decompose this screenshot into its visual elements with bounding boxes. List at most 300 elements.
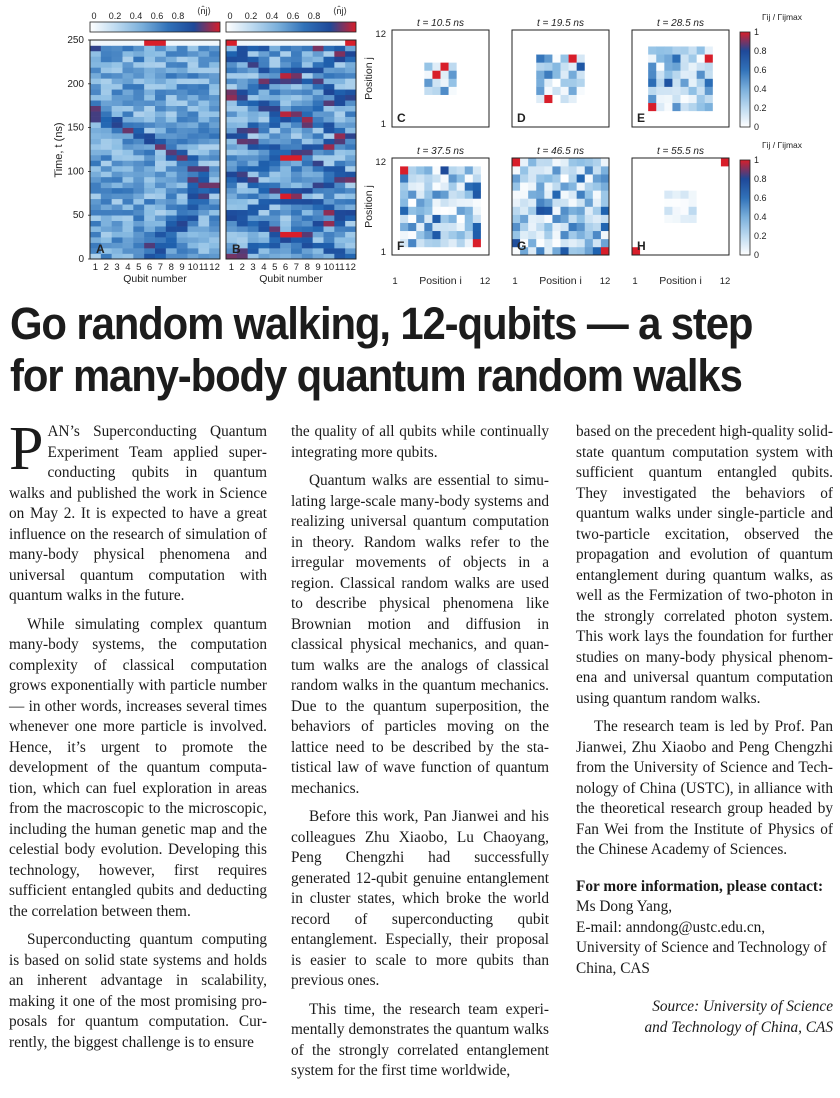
heatmap-cell — [237, 73, 248, 79]
correlation-cell — [656, 207, 664, 215]
correlation-cell — [432, 190, 440, 198]
correlation-cell — [664, 182, 672, 190]
correlation-cell — [585, 198, 593, 206]
correlation-cell — [672, 223, 680, 231]
column-1 — [9, 415, 267, 1053]
correlation-cell — [721, 174, 729, 182]
heatmap-cell — [90, 62, 101, 68]
correlation-cell — [536, 87, 544, 95]
heatmap-cell — [112, 73, 123, 79]
correlation-cell — [400, 190, 408, 198]
heatmap-cell — [112, 56, 123, 62]
correlation-cell — [601, 166, 609, 174]
heatmap-cell — [302, 232, 313, 238]
correlation-cell — [585, 239, 593, 247]
correlation-cell — [632, 46, 640, 54]
heatmap-cell — [166, 150, 177, 156]
heatmap-cell — [313, 45, 324, 51]
correlation-cell — [681, 239, 689, 247]
paragraph-5: Quantum walks are essential to simulating large-scale many-body systems and realizing universal quantum computation in theory. Random walks refer to the irregular movements of objects in a region. Classical random walks are used to describe physical phenomena like Brownian motion and diffusion in classical physical mechanics, and quantum walks are the analogs of classical random walks in the quantum mechanics. Due to the quantum superposition, the behaviors of particles moving on the lattice need to be described by the statistical law of wave function of quantum mechanics. — [291, 472, 549, 797]
heatmap-cell — [248, 254, 259, 260]
heatmap-cell — [302, 171, 313, 177]
correlation-cell — [697, 182, 705, 190]
correlation-cell — [601, 207, 609, 215]
heatmap-cell — [123, 232, 134, 238]
heatmap-cell — [188, 128, 199, 134]
heatmap-cell — [123, 95, 134, 101]
correlation-cell — [713, 54, 721, 62]
correlation-cell — [689, 215, 697, 223]
heatmap-cell — [334, 171, 345, 177]
correlation-cell — [408, 54, 416, 62]
correlation-cell — [593, 190, 601, 198]
heatmap-cell — [112, 160, 123, 166]
correlation-cell — [697, 247, 705, 255]
correlation-cell — [585, 119, 593, 127]
correlation-cell — [424, 231, 432, 239]
heatmap-cell — [123, 254, 134, 260]
heatmap-cell — [188, 144, 199, 150]
heatmap-cell — [334, 144, 345, 150]
heatmap-cell — [269, 150, 280, 156]
correlation-cell — [721, 54, 729, 62]
correlation-cell — [640, 190, 648, 198]
heatmap-cell — [123, 100, 134, 106]
correlation-cell — [400, 38, 408, 46]
heatmap-cell — [155, 78, 166, 84]
paragraph-7: This time, the research team experimentally demonstrates the quantum walks of the strongly correlated entanglement system for the first time worldwide, — [291, 1000, 549, 1079]
heatmap-cell — [291, 232, 302, 238]
correlation-cell — [481, 79, 489, 87]
correlation-cell — [697, 79, 705, 87]
heatmap-cell — [237, 160, 248, 166]
heatmap-cell — [166, 144, 177, 150]
heatmap-cell — [248, 51, 259, 57]
heatmap-cell — [144, 215, 155, 221]
correlation-cell — [408, 190, 416, 198]
correlation-cell — [561, 79, 569, 87]
heatmap-cell — [226, 78, 237, 84]
heatmap-cell — [133, 160, 144, 166]
heatmap-cell — [345, 232, 356, 238]
heatmap-cell — [177, 177, 188, 183]
heatmap-cell — [280, 232, 291, 238]
correlation-cell — [528, 182, 536, 190]
heatmap-cell — [101, 122, 112, 128]
heatmap-cell — [302, 226, 313, 232]
heatmap-cell — [269, 95, 280, 101]
heatmap-cell — [101, 215, 112, 221]
correlation-cell — [449, 46, 457, 54]
heatmap-cell — [248, 226, 259, 232]
heatmap-cell — [155, 243, 166, 249]
heatmap-cell — [144, 95, 155, 101]
correlation-cell — [664, 103, 672, 111]
correlation-cell — [601, 239, 609, 247]
correlation-cell — [577, 239, 585, 247]
correlation-cell — [689, 223, 697, 231]
heatmap-cell — [237, 100, 248, 106]
heatmap-cell — [112, 204, 123, 210]
heatmap-cell — [259, 160, 270, 166]
correlation-cell — [656, 46, 664, 54]
correlation-cell — [713, 103, 721, 111]
heatmap-cell — [133, 40, 144, 46]
colorbar-tick-label: 0.8 — [754, 46, 767, 56]
heatmap-cell — [188, 40, 199, 46]
correlation-cell — [681, 46, 689, 54]
heatmap-cell — [144, 100, 155, 106]
heatmap-cell — [226, 199, 237, 205]
correlation-cell — [577, 79, 585, 87]
correlation-cell — [449, 79, 457, 87]
correlation-cell — [648, 95, 656, 103]
correlation-cell — [416, 207, 424, 215]
heatmap-cell — [269, 226, 280, 232]
correlation-cell — [721, 247, 729, 255]
correlation-cell — [632, 166, 640, 174]
heatmap-cell — [291, 56, 302, 62]
correlation-cell — [697, 87, 705, 95]
heatmap-cell — [291, 84, 302, 90]
correlation-cell — [465, 103, 473, 111]
heatmap-cell — [313, 204, 324, 210]
correlation-cell — [400, 182, 408, 190]
heatmap-cell — [226, 122, 237, 128]
heatmap-cell — [280, 182, 291, 188]
heatmap-cell — [237, 45, 248, 51]
correlation-cell — [640, 30, 648, 38]
heatmap-cell — [334, 166, 345, 172]
heatmap-cell — [166, 122, 177, 128]
correlation-cell — [681, 70, 689, 78]
heatmap-cell — [188, 139, 199, 145]
heatmap-cell — [144, 160, 155, 166]
correlation-cell — [697, 198, 705, 206]
colorbar-label: Γij / Γijmax — [761, 140, 803, 150]
correlation-cell — [681, 231, 689, 239]
correlation-cell — [593, 215, 601, 223]
heatmap-cell — [302, 193, 313, 199]
heatmap-cell — [188, 215, 199, 221]
heatmap-cell — [313, 221, 324, 227]
heatmap-cell — [313, 188, 324, 194]
heatmap-cell — [177, 89, 188, 95]
correlation-cell — [520, 79, 528, 87]
heatmap-cell — [291, 204, 302, 210]
heatmap-cell — [112, 237, 123, 243]
heatmap-cell — [334, 221, 345, 227]
heatmap-cell — [188, 155, 199, 161]
heatmap-cell — [237, 210, 248, 216]
x-tick-label: 6 — [146, 262, 153, 273]
correlation-cell — [552, 79, 560, 87]
correlation-cell — [416, 95, 424, 103]
correlation-cell — [408, 103, 416, 111]
heatmap-cell — [334, 73, 345, 79]
heatmap-cell — [133, 232, 144, 238]
correlation-cell — [721, 239, 729, 247]
correlation-cell — [432, 166, 440, 174]
heatmap-cell — [324, 188, 335, 194]
heatmap-cell — [313, 193, 324, 199]
correlation-cell — [481, 111, 489, 119]
correlation-cell — [457, 215, 465, 223]
heatmap-cell — [112, 155, 123, 161]
heatmap-cell — [90, 67, 101, 73]
correlation-cell — [457, 46, 465, 54]
correlation-cell — [481, 103, 489, 111]
heatmap-cell — [345, 166, 356, 172]
heatmap-cell — [198, 160, 209, 166]
correlation-cell — [544, 38, 552, 46]
correlation-cell — [552, 190, 560, 198]
heatmap-cell — [144, 122, 155, 128]
correlation-cell — [664, 111, 672, 119]
correlation-cell — [569, 198, 577, 206]
heatmap-cell — [90, 188, 101, 194]
heatmap-cell — [237, 106, 248, 112]
correlation-cell — [672, 30, 680, 38]
heatmap-cell — [90, 226, 101, 232]
colorbar-tick-label: 0.8 — [307, 11, 321, 21]
heatmap-cell — [345, 193, 356, 199]
correlation-cell — [465, 62, 473, 70]
correlation-cell — [424, 182, 432, 190]
correlation-cell — [689, 158, 697, 166]
correlation-cell — [721, 223, 729, 231]
heatmap-cell — [133, 89, 144, 95]
correlation-cell — [528, 70, 536, 78]
heatmap-cell — [209, 221, 220, 227]
heatmap-cell — [248, 95, 259, 101]
heatmap-cell — [90, 210, 101, 216]
correlation-cell — [432, 174, 440, 182]
heatmap-cell — [269, 117, 280, 123]
correlation-cell — [656, 174, 664, 182]
heatmap-cell — [177, 117, 188, 123]
correlation-cell — [569, 247, 577, 255]
heatmap-cell — [144, 150, 155, 156]
heatmap-cell — [90, 139, 101, 145]
heatmap-cell — [259, 221, 270, 227]
heatmap-cell — [112, 243, 123, 249]
correlation-cell — [536, 95, 544, 103]
correlation-cell — [577, 87, 585, 95]
heatmap-cell — [259, 89, 270, 95]
correlation-cell — [481, 231, 489, 239]
heatmap-cell — [313, 150, 324, 156]
correlation-cell — [457, 54, 465, 62]
heatmap-cell — [248, 204, 259, 210]
heatmap-cell — [237, 40, 248, 46]
heatmap-cell — [155, 254, 166, 260]
colorbar-tick-label: 0 — [754, 122, 760, 132]
heatmap-cell — [269, 237, 280, 243]
heatmap-cell — [144, 84, 155, 90]
heatmap-cell — [324, 150, 335, 156]
heatmap-cell — [155, 95, 166, 101]
correlation-cell — [536, 182, 544, 190]
heatmap-cell — [144, 155, 155, 161]
correlation-cell — [449, 223, 457, 231]
heatmap-cell — [324, 117, 335, 123]
correlation-cell — [528, 95, 536, 103]
heatmap-cell — [226, 182, 237, 188]
heatmap-cell — [313, 177, 324, 183]
x-axis-label: Qubit number — [123, 273, 187, 285]
heatmap-cell — [302, 150, 313, 156]
correlation-cell — [457, 166, 465, 174]
correlation-cell — [569, 30, 577, 38]
heatmap-cell — [133, 243, 144, 249]
correlation-cell — [713, 95, 721, 103]
correlation-cell — [481, 190, 489, 198]
correlation-cell — [473, 231, 481, 239]
heatmap-cell — [144, 254, 155, 260]
correlation-cell — [593, 87, 601, 95]
correlation-cell — [408, 166, 416, 174]
heatmap-cell — [112, 51, 123, 57]
panel-time-label: t = 10.5 ns — [417, 18, 464, 29]
heatmap-cell — [345, 248, 356, 254]
correlation-cell — [656, 223, 664, 231]
correlation-cell — [569, 111, 577, 119]
heatmap-cell — [324, 248, 335, 254]
correlation-cell — [400, 87, 408, 95]
correlation-cell — [441, 223, 449, 231]
heatmap-cell — [209, 122, 220, 128]
correlation-cell — [392, 190, 400, 198]
heatmap-cell — [324, 177, 335, 183]
correlation-cell — [512, 62, 520, 70]
heatmap-cell — [226, 128, 237, 134]
correlation-cell — [585, 182, 593, 190]
correlation-cell — [449, 207, 457, 215]
correlation-cell — [577, 70, 585, 78]
heatmap-cell — [259, 111, 270, 117]
paragraph-8: based on the precedent high-quality solid-state quantum computation system with sufficient quantum entangled qubits. They investigated the behaviors of quantum walks under single-particle and two-particle excitation, observed the propagation and evolution of quantum entanglement during quantum walks, as well as the Fermization of two-photon in the strongly correlated photon system. This work lays the foundation for further studies on many-body physical phenomena and universal quantum computation using quantum random walks. — [576, 423, 833, 707]
heatmap-cell — [259, 248, 270, 254]
correlation-cell — [473, 38, 481, 46]
x-tick-label: 8 — [304, 262, 310, 273]
drop-cap: P — [9, 415, 44, 483]
correlation-cell — [520, 103, 528, 111]
heatmap-cell — [313, 139, 324, 145]
correlation-cell — [672, 54, 680, 62]
correlation-cell — [601, 70, 609, 78]
correlation-cell — [561, 190, 569, 198]
heatmap-cell — [123, 210, 134, 216]
heatmap-cell — [144, 226, 155, 232]
heatmap-cell — [269, 221, 280, 227]
correlation-cell — [672, 87, 680, 95]
heatmap-cell — [90, 56, 101, 62]
correlation-cell — [601, 215, 609, 223]
heatmap-cell — [302, 56, 313, 62]
corr-y-tick-max: 12 — [375, 157, 386, 168]
heatmap-cell — [209, 45, 220, 51]
corr-x-tick-max: 12 — [719, 276, 731, 287]
correlation-cell — [544, 103, 552, 111]
correlation-cell — [561, 87, 569, 95]
correlation-cell — [577, 95, 585, 103]
correlation-cell — [473, 158, 481, 166]
correlation-cell — [465, 46, 473, 54]
heatmap-cell — [324, 128, 335, 134]
correlation-cell — [561, 247, 569, 255]
correlation-cell — [577, 166, 585, 174]
heatmap-cell — [144, 62, 155, 68]
heatmap-cell — [334, 106, 345, 112]
heatmap-cell — [101, 95, 112, 101]
correlation-cell — [536, 239, 544, 247]
correlation-cell — [561, 158, 569, 166]
correlation-cell — [465, 30, 473, 38]
correlation-cell — [481, 30, 489, 38]
heatmap-cell — [144, 171, 155, 177]
heatmap-cell — [198, 73, 209, 79]
heatmap-cell — [259, 193, 270, 199]
correlation-cell — [400, 166, 408, 174]
heatmap-cell — [144, 210, 155, 216]
correlation-cell — [481, 87, 489, 95]
heatmap-cell — [144, 232, 155, 238]
heatmap-cell — [112, 199, 123, 205]
heatmap-cell — [259, 73, 270, 79]
heatmap-cell — [90, 204, 101, 210]
heatmap-cell — [101, 40, 112, 46]
corr-x-tick-min: 1 — [632, 276, 638, 287]
heatmap-cell — [248, 117, 259, 123]
heatmap-cell — [133, 62, 144, 68]
correlation-cell — [705, 198, 713, 206]
heatmap-cell — [291, 243, 302, 249]
correlation-cell — [601, 190, 609, 198]
heatmap-cell — [155, 171, 166, 177]
heatmap-cell — [334, 139, 345, 145]
correlation-cell — [441, 79, 449, 87]
heatmap-cell — [101, 182, 112, 188]
correlation-cell — [441, 119, 449, 127]
correlation-cell — [593, 158, 601, 166]
heatmap-cell — [302, 133, 313, 139]
heatmap-cell — [166, 78, 177, 84]
heatmap-cell — [302, 144, 313, 150]
correlation-cell — [697, 223, 705, 231]
correlation-cell — [713, 231, 721, 239]
heatmap-cell — [345, 188, 356, 194]
heatmap-cell — [313, 226, 324, 232]
correlation-cell — [585, 79, 593, 87]
correlation-cell — [585, 231, 593, 239]
correlation-cell — [552, 182, 560, 190]
correlation-cell — [432, 111, 440, 119]
x-tick-label: 12 — [209, 262, 220, 273]
heatmap-cell — [209, 144, 220, 150]
heatmap-cell — [123, 51, 134, 57]
correlation-cell — [640, 198, 648, 206]
heatmap-cell — [198, 188, 209, 194]
heatmap-cell — [188, 171, 199, 177]
heatmap-cell — [237, 188, 248, 194]
correlation-cell — [721, 111, 729, 119]
correlation-cell — [392, 70, 400, 78]
heatmap-cell — [302, 166, 313, 172]
corr-y-tick-max: 12 — [375, 29, 386, 40]
heatmap-cell — [177, 51, 188, 57]
heatmap-cell — [177, 40, 188, 46]
